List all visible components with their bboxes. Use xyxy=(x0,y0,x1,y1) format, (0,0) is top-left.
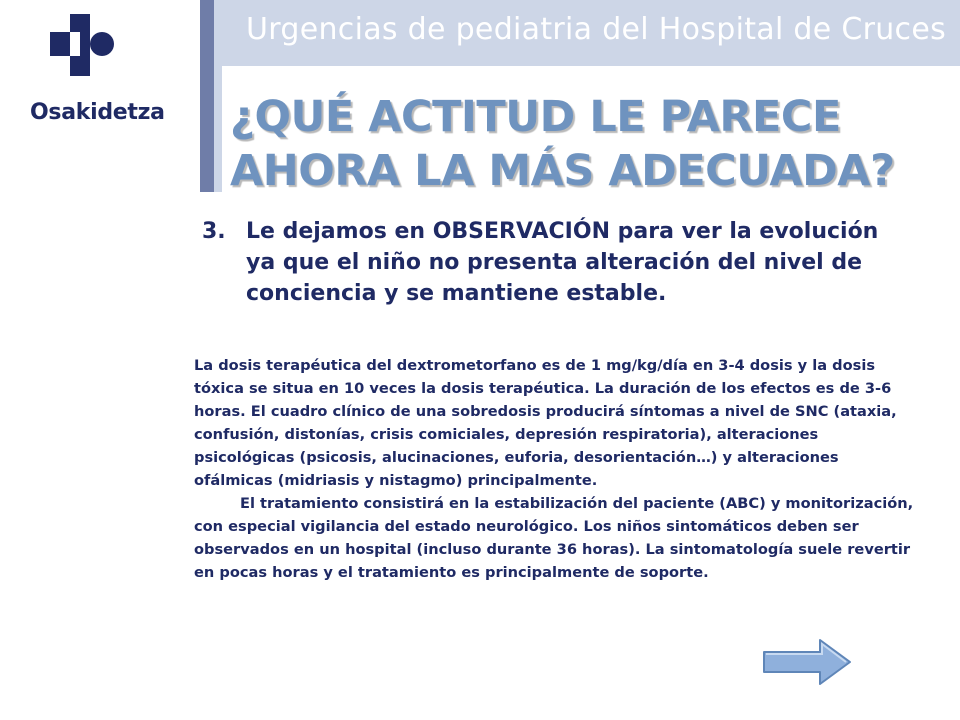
option-number: 3. xyxy=(202,219,226,244)
slide-title xyxy=(230,90,895,198)
osakidetza-logo-icon xyxy=(50,14,114,76)
option-text: Le dejamos en OBSERVACIÓN para ver la evolución ya que el niño no presenta alteración del nivel de conciencia y se mantiene estable. xyxy=(246,219,879,306)
accent-bar xyxy=(200,0,214,192)
accent-bar-light xyxy=(214,0,222,192)
slide-title-line-2: AHORA LA MÁS ADECUADA? xyxy=(230,146,895,196)
slide-title-line-1: ¿QUÉ ACTITUD LE PARECE xyxy=(230,92,841,142)
logo-text: Osakidetza xyxy=(30,100,165,125)
right-arrow-icon[interactable] xyxy=(762,638,852,686)
header-title: Urgencias de pediatria del Hospital de Cruces xyxy=(246,12,947,47)
explanation-text xyxy=(194,354,914,584)
explanation-paragraph-1: La dosis terapéutica del dextrometorfano es de 1 mg/kg/día en 3-4 dosis y la dosis tóxica se situa en 10 veces la dosis terapéutica. La duración de los efectos es de 3-6 horas. El cuadro clínico de una sobredosis producirá síntomas a nivel de SNC (ataxia, confusión, distonías, crisis comiciales, depresión respiratoria), alteraciones psicológicas (psicosis, alucinaciones, euforia, desorientación…) y alteraciones ofálmicas (midriasis y nistagmo) principalmente. xyxy=(194,357,897,489)
explanation-paragraph-2: El tratamiento consistirá en la estabilización del paciente (ABC) y monitorización, con especial vigilancia del estado neurológico. Los niños sintomáticos deben ser observados en un hospital (incluso durante 36 horas). La sintomatología suele revertir en pocas horas y el tratamiento es principalmente de soporte. xyxy=(194,495,914,581)
